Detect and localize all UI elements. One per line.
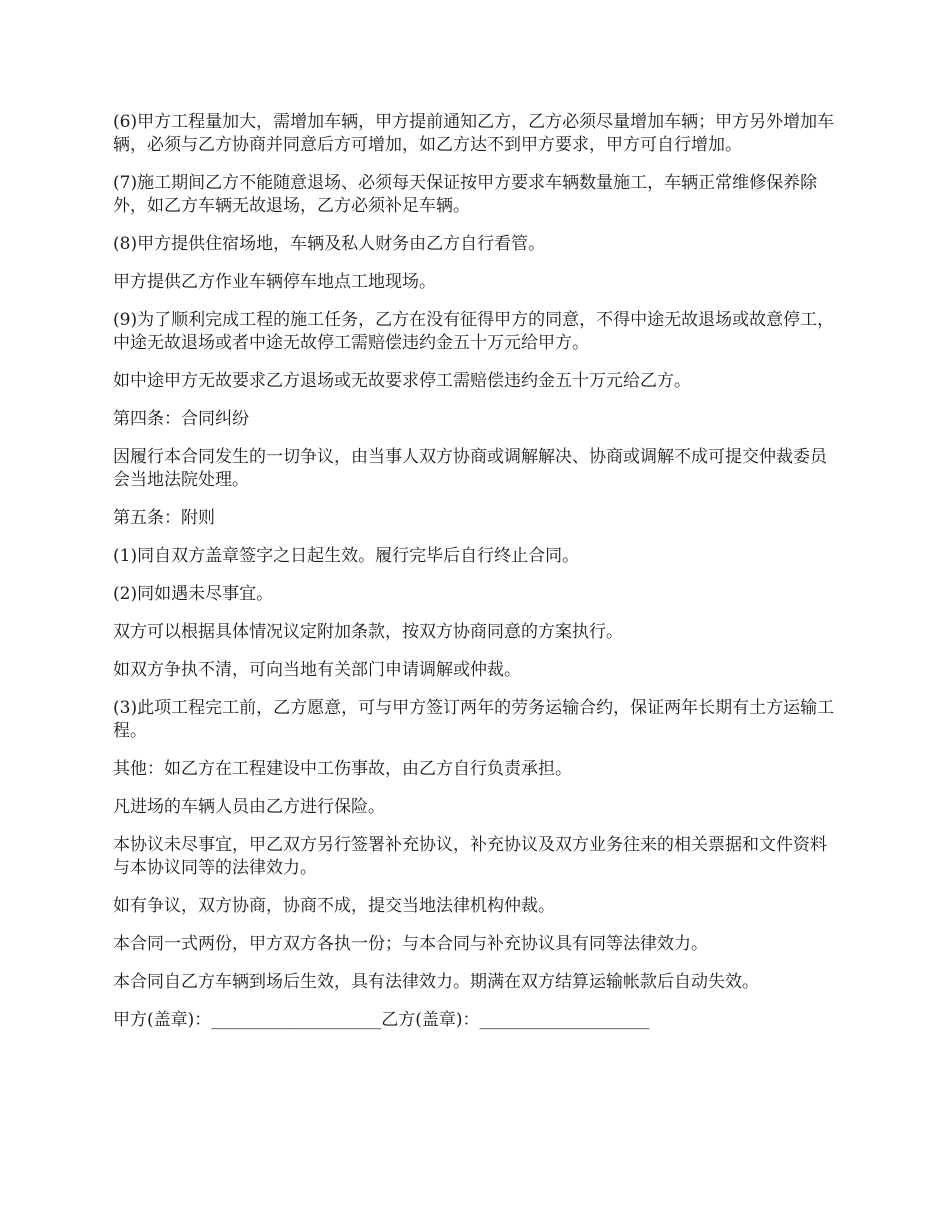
signature-line: 甲方(盖章)：____________________乙方(盖章)：____________________ <box>113 1010 650 1030</box>
paragraph-effective-date: 本合同自乙方车辆到场后生效，具有法律效力。期满在双方结算运输帐款后自动失效。 <box>113 972 759 992</box>
paragraph-supplement-2: (2)同如遇未尽事宜。 <box>113 584 274 604</box>
paragraph-supplementary-agreement: 本协议未尽事宜，甲乙双方另行签署补充协议，补充协议及双方业务往来的相关票据和文件资料与本协议同等的法律效力。 <box>113 835 827 878</box>
paragraph-penalty-party-a: 如中途甲方无故要求乙方退场或无故要求停工需赔偿违约金五十万元给乙方。 <box>113 371 691 391</box>
section-heading-article-4: 第四条：合同纠纷 <box>113 409 249 429</box>
paragraph-parking: 甲方提供乙方作业车辆停车地点工地现场。 <box>113 272 436 292</box>
paragraph-arbitration: 如有争议，双方协商，协商不成，提交当地法律机构仲裁。 <box>113 896 555 916</box>
paragraph-additional-terms: 双方可以根据具体情况议定附加条款，按双方协商同意的方案执行。 <box>113 622 623 642</box>
paragraph-clause-6: (6)甲方工程量加大，需增加车辆，甲方提前通知乙方，乙方必须尽量增加车辆；甲方另外增加车辆，必须与乙方协商并同意后方可增加，如乙方达不到甲方要求，甲方可自行增加。 <box>113 112 835 155</box>
paragraph-injury-liability: 其他：如乙方在工程建设中工伤事故，由乙方自行负责承担。 <box>113 759 572 779</box>
paragraph-insurance: 凡进场的车辆人员由乙方进行保险。 <box>113 797 385 817</box>
paragraph-supplement-1: (1)同自双方盖章签字之日起生效。履行完毕后自行终止合同。 <box>113 546 580 566</box>
paragraph-dispute-resolution: 因履行本合同发生的一切争议，由当事人双方协商或调解解决、协商或调解不成可提交仲裁委员会当地法院处理。 <box>113 447 827 490</box>
paragraph-clause-7: (7)施工期间乙方不能随意退场、必须每天保证按甲方要求车辆数量施工，车辆正常维修保养除外，如乙方车辆无故退场，乙方必须补足车辆。 <box>113 173 818 216</box>
section-heading-article-5: 第五条：附则 <box>113 508 215 528</box>
paragraph-copies: 本合同一式两份，甲方双方各执一份；与本合同与补充协议具有同等法律效力。 <box>113 934 708 954</box>
paragraph-clause-8: (8)甲方提供住宿场地，车辆及私人财务由乙方自行看管。 <box>113 234 546 254</box>
document-body <box>113 111 841 1032</box>
paragraph-mediation: 如双方争执不清，可向当地有关部门申请调解或仲裁。 <box>113 660 521 680</box>
paragraph-supplement-3: (3)此项工程完工前，乙方愿意，可与甲方签订两年的劳务运输合约，保证两年长期有土方运输工程。 <box>113 698 835 741</box>
paragraph-clause-9: (9)为了顺利完成工程的施工任务，乙方在没有征得甲方的同意，不得中途无故退场或故意停工，中途无故退场或者中途无故停工需赔偿违约金五十万元给甲方。 <box>113 310 835 353</box>
